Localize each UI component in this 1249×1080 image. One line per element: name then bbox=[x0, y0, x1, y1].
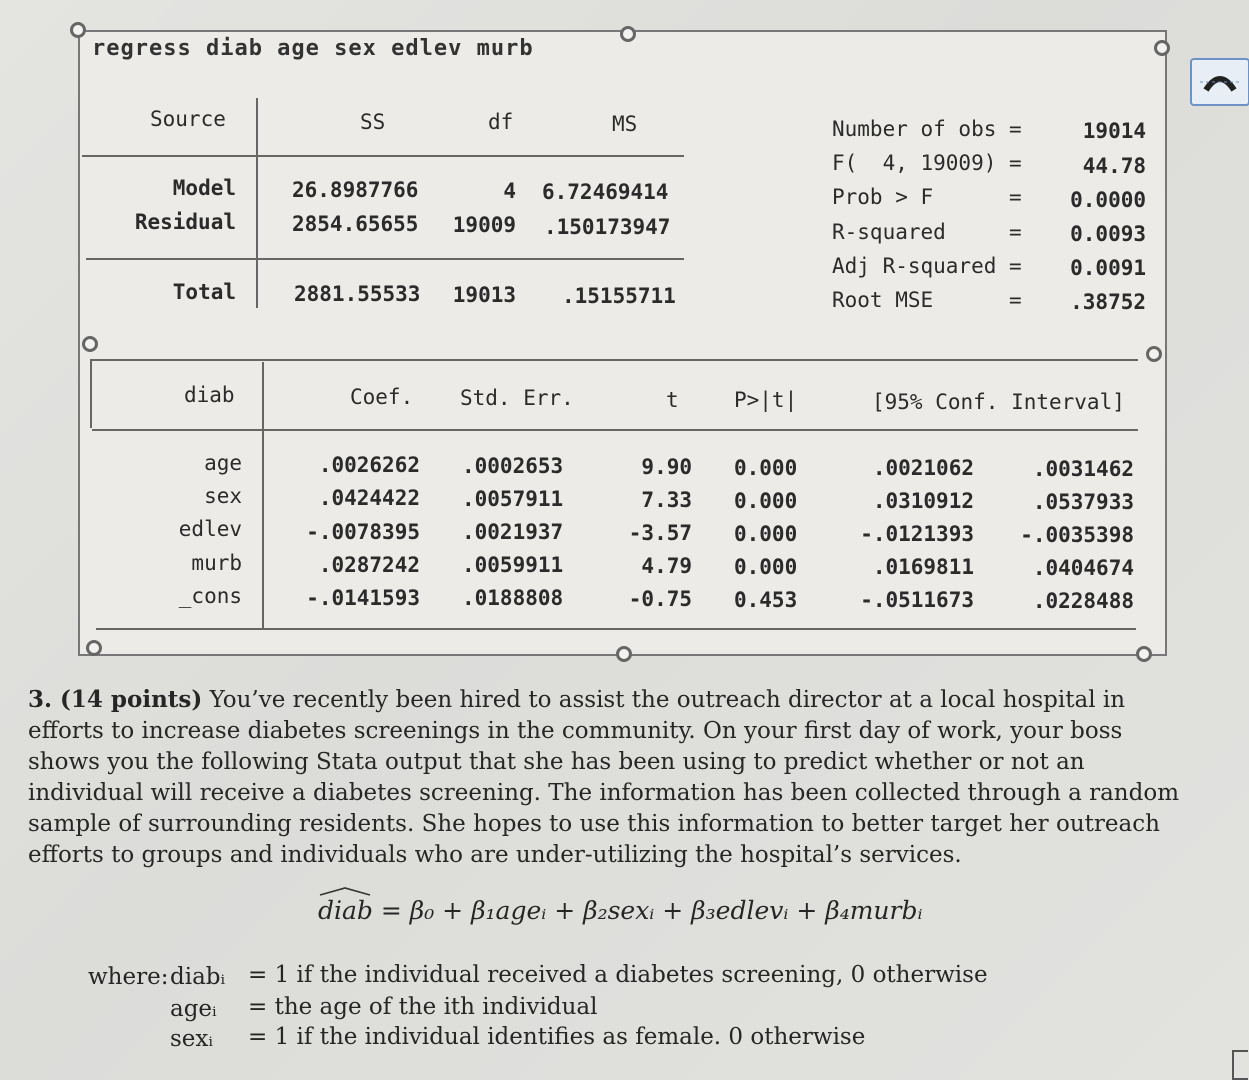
definition-term: sexᵢ bbox=[170, 1026, 214, 1052]
coef-row-ci-lower: .0169811 bbox=[872, 555, 974, 579]
resize-handle-bottom-left[interactable] bbox=[86, 640, 102, 656]
coef-bottom-rule bbox=[96, 628, 1136, 630]
coef-header-coef: Coef. bbox=[350, 385, 414, 409]
coef-row-se: .0021937 bbox=[462, 520, 564, 544]
coef-row-se: .0057911 bbox=[462, 487, 564, 511]
definition-prefix: where: bbox=[88, 964, 169, 990]
coef-row-se: .0188808 bbox=[462, 586, 564, 610]
coef-row-ci-lower: .0021062 bbox=[872, 456, 974, 480]
problem-text: You’ve recently been hired to assist the outreach director at a local hospital in efforts to increase diabetes screenings in the community. On your first day of work, your boss shows you the following Stata output that she has been using to predict whether or not an individual will receive a diabetes screening. The information has been collected through a random sample of surrounding residents. She hopes to use this information to better target her outreach efforts to groups and individuals who are under-utilizing the hospital’s services. bbox=[28, 687, 1179, 868]
coef-header-se: Std. Err. bbox=[460, 386, 574, 410]
anova-row-source: Residual bbox=[134, 210, 236, 234]
coef-row-ci-upper: .0537933 bbox=[1032, 490, 1134, 514]
coef-row-se: .0059911 bbox=[462, 553, 564, 577]
anova-header-rule bbox=[82, 155, 684, 157]
coef-row-ci-lower: -.0511673 bbox=[860, 588, 974, 612]
coef-row-t: 7.33 bbox=[641, 488, 692, 512]
anova-row-ss: 26.8987766 bbox=[292, 178, 419, 202]
problem-statement bbox=[28, 684, 1188, 871]
coef-row-var: sex bbox=[204, 484, 242, 508]
anova-header-ms: MS bbox=[612, 112, 638, 136]
layout-options-icon[interactable] bbox=[1190, 58, 1249, 106]
definition-text: = 1 if the individual identifies as female. 0 otherwise bbox=[248, 1024, 866, 1050]
coef-divider bbox=[262, 362, 264, 630]
resize-handle-top-left[interactable] bbox=[70, 22, 86, 38]
resize-handle-right[interactable] bbox=[1146, 346, 1162, 362]
coef-row-coef: .0424422 bbox=[318, 486, 420, 510]
anova-row-df: 4 bbox=[503, 179, 516, 203]
comment-icon[interactable] bbox=[1232, 1050, 1248, 1080]
stat-label: Adj R-squared = bbox=[832, 254, 1022, 278]
definition-term: diabᵢ bbox=[170, 964, 226, 990]
stat-label: Number of obs = bbox=[832, 117, 1022, 141]
coef-row-ci-upper: .0404674 bbox=[1032, 556, 1134, 580]
anova-row-ms: .150173947 bbox=[544, 215, 671, 239]
coef-row-t: -3.57 bbox=[628, 521, 692, 545]
anova-header-df: df bbox=[488, 110, 514, 134]
stat-label: Root MSE = bbox=[832, 288, 1022, 312]
stat-value: 19014 bbox=[1082, 119, 1146, 143]
coef-row-p: 0.000 bbox=[734, 489, 798, 513]
resize-handle-bottom[interactable] bbox=[616, 646, 632, 662]
anova-row-source: Model bbox=[172, 176, 236, 200]
coef-header-ci: [95% Conf. Interval] bbox=[872, 390, 1125, 414]
coef-row-ci-upper: .0031462 bbox=[1032, 457, 1134, 481]
stat-value: 0.0000 bbox=[1070, 188, 1146, 212]
definition-text: = the age of the ith individual bbox=[248, 994, 598, 1020]
resize-handle-top-right[interactable] bbox=[1154, 40, 1170, 56]
coef-row-coef: .0287242 bbox=[318, 553, 420, 577]
resize-handle-left[interactable] bbox=[82, 336, 98, 352]
coef-row-ci-upper: .0228488 bbox=[1032, 589, 1134, 613]
coef-row-p: 0.000 bbox=[734, 456, 798, 480]
coef-row-var: _cons bbox=[178, 584, 242, 608]
coef-header-p: P>|t| bbox=[734, 388, 798, 412]
regress-command: regress diab age sex edlev murb bbox=[92, 36, 534, 61]
coef-header-var: diab bbox=[184, 383, 235, 407]
definition-text: = 1 if the individual received a diabetes screening, 0 otherwise bbox=[248, 962, 988, 988]
coef-row-t: 9.90 bbox=[641, 455, 692, 479]
coef-header-rule bbox=[92, 429, 1138, 431]
stat-value: 0.0091 bbox=[1070, 256, 1146, 280]
coef-top-rule bbox=[90, 359, 1138, 361]
anova-divider bbox=[256, 98, 258, 308]
coef-row-p: 0.453 bbox=[734, 588, 798, 612]
stat-value: 44.78 bbox=[1082, 154, 1146, 178]
coef-row-var: murb bbox=[191, 551, 242, 575]
coef-row-ci-upper: -.0035398 bbox=[1020, 523, 1134, 547]
hat-accent-icon bbox=[318, 886, 372, 896]
coef-row-p: 0.000 bbox=[734, 555, 798, 579]
coef-row-coef: -.0141593 bbox=[306, 586, 420, 610]
problem-number: 3. (14 points) bbox=[28, 686, 203, 713]
coef-row-ci-lower: -.0121393 bbox=[860, 522, 974, 546]
stat-label: R-squared = bbox=[832, 220, 1022, 244]
anova-row-ss: 2854.65655 bbox=[292, 212, 419, 236]
anova-row-ms: 6.72469414 bbox=[542, 180, 669, 204]
anova-header-ss: SS bbox=[360, 110, 386, 134]
coef-row-t: 4.79 bbox=[641, 554, 692, 578]
resize-handle-top[interactable] bbox=[620, 26, 636, 42]
coef-row-p: 0.000 bbox=[734, 522, 798, 546]
definition-term: ageᵢ bbox=[170, 996, 217, 1022]
coef-row-coef: -.0078395 bbox=[306, 520, 420, 544]
coef-left-edge bbox=[90, 360, 92, 428]
anova-row-df: 19013 bbox=[452, 283, 516, 307]
anova-total-rule bbox=[86, 258, 684, 260]
anova-row-ms: .15155711 bbox=[562, 284, 676, 308]
stat-value: 0.0093 bbox=[1070, 222, 1146, 246]
coef-row-var: age bbox=[204, 451, 242, 475]
resize-handle-bottom-right[interactable] bbox=[1136, 646, 1152, 662]
regression-equation: diab = β₀ + β₁ageᵢ + β₂sexᵢ + β₃edlevᵢ + β₄murbᵢ bbox=[318, 896, 923, 925]
coef-row-var: edlev bbox=[178, 517, 242, 541]
stat-value: .38752 bbox=[1070, 290, 1146, 314]
anova-header-source: Source bbox=[150, 107, 226, 131]
coef-row-se: .0002653 bbox=[462, 454, 564, 478]
coef-row-t: -0.75 bbox=[628, 587, 692, 611]
stat-label: Prob > F = bbox=[832, 185, 1022, 209]
anova-row-df: 19009 bbox=[452, 213, 516, 237]
anova-row-ss: 2881.55533 bbox=[294, 282, 421, 306]
coef-header-t: t bbox=[666, 388, 679, 412]
coef-row-ci-lower: .0310912 bbox=[872, 489, 974, 513]
coef-row-coef: .0026262 bbox=[318, 453, 420, 477]
stat-label: F( 4, 19009) = bbox=[832, 151, 1022, 175]
anova-row-source: Total bbox=[172, 280, 236, 304]
